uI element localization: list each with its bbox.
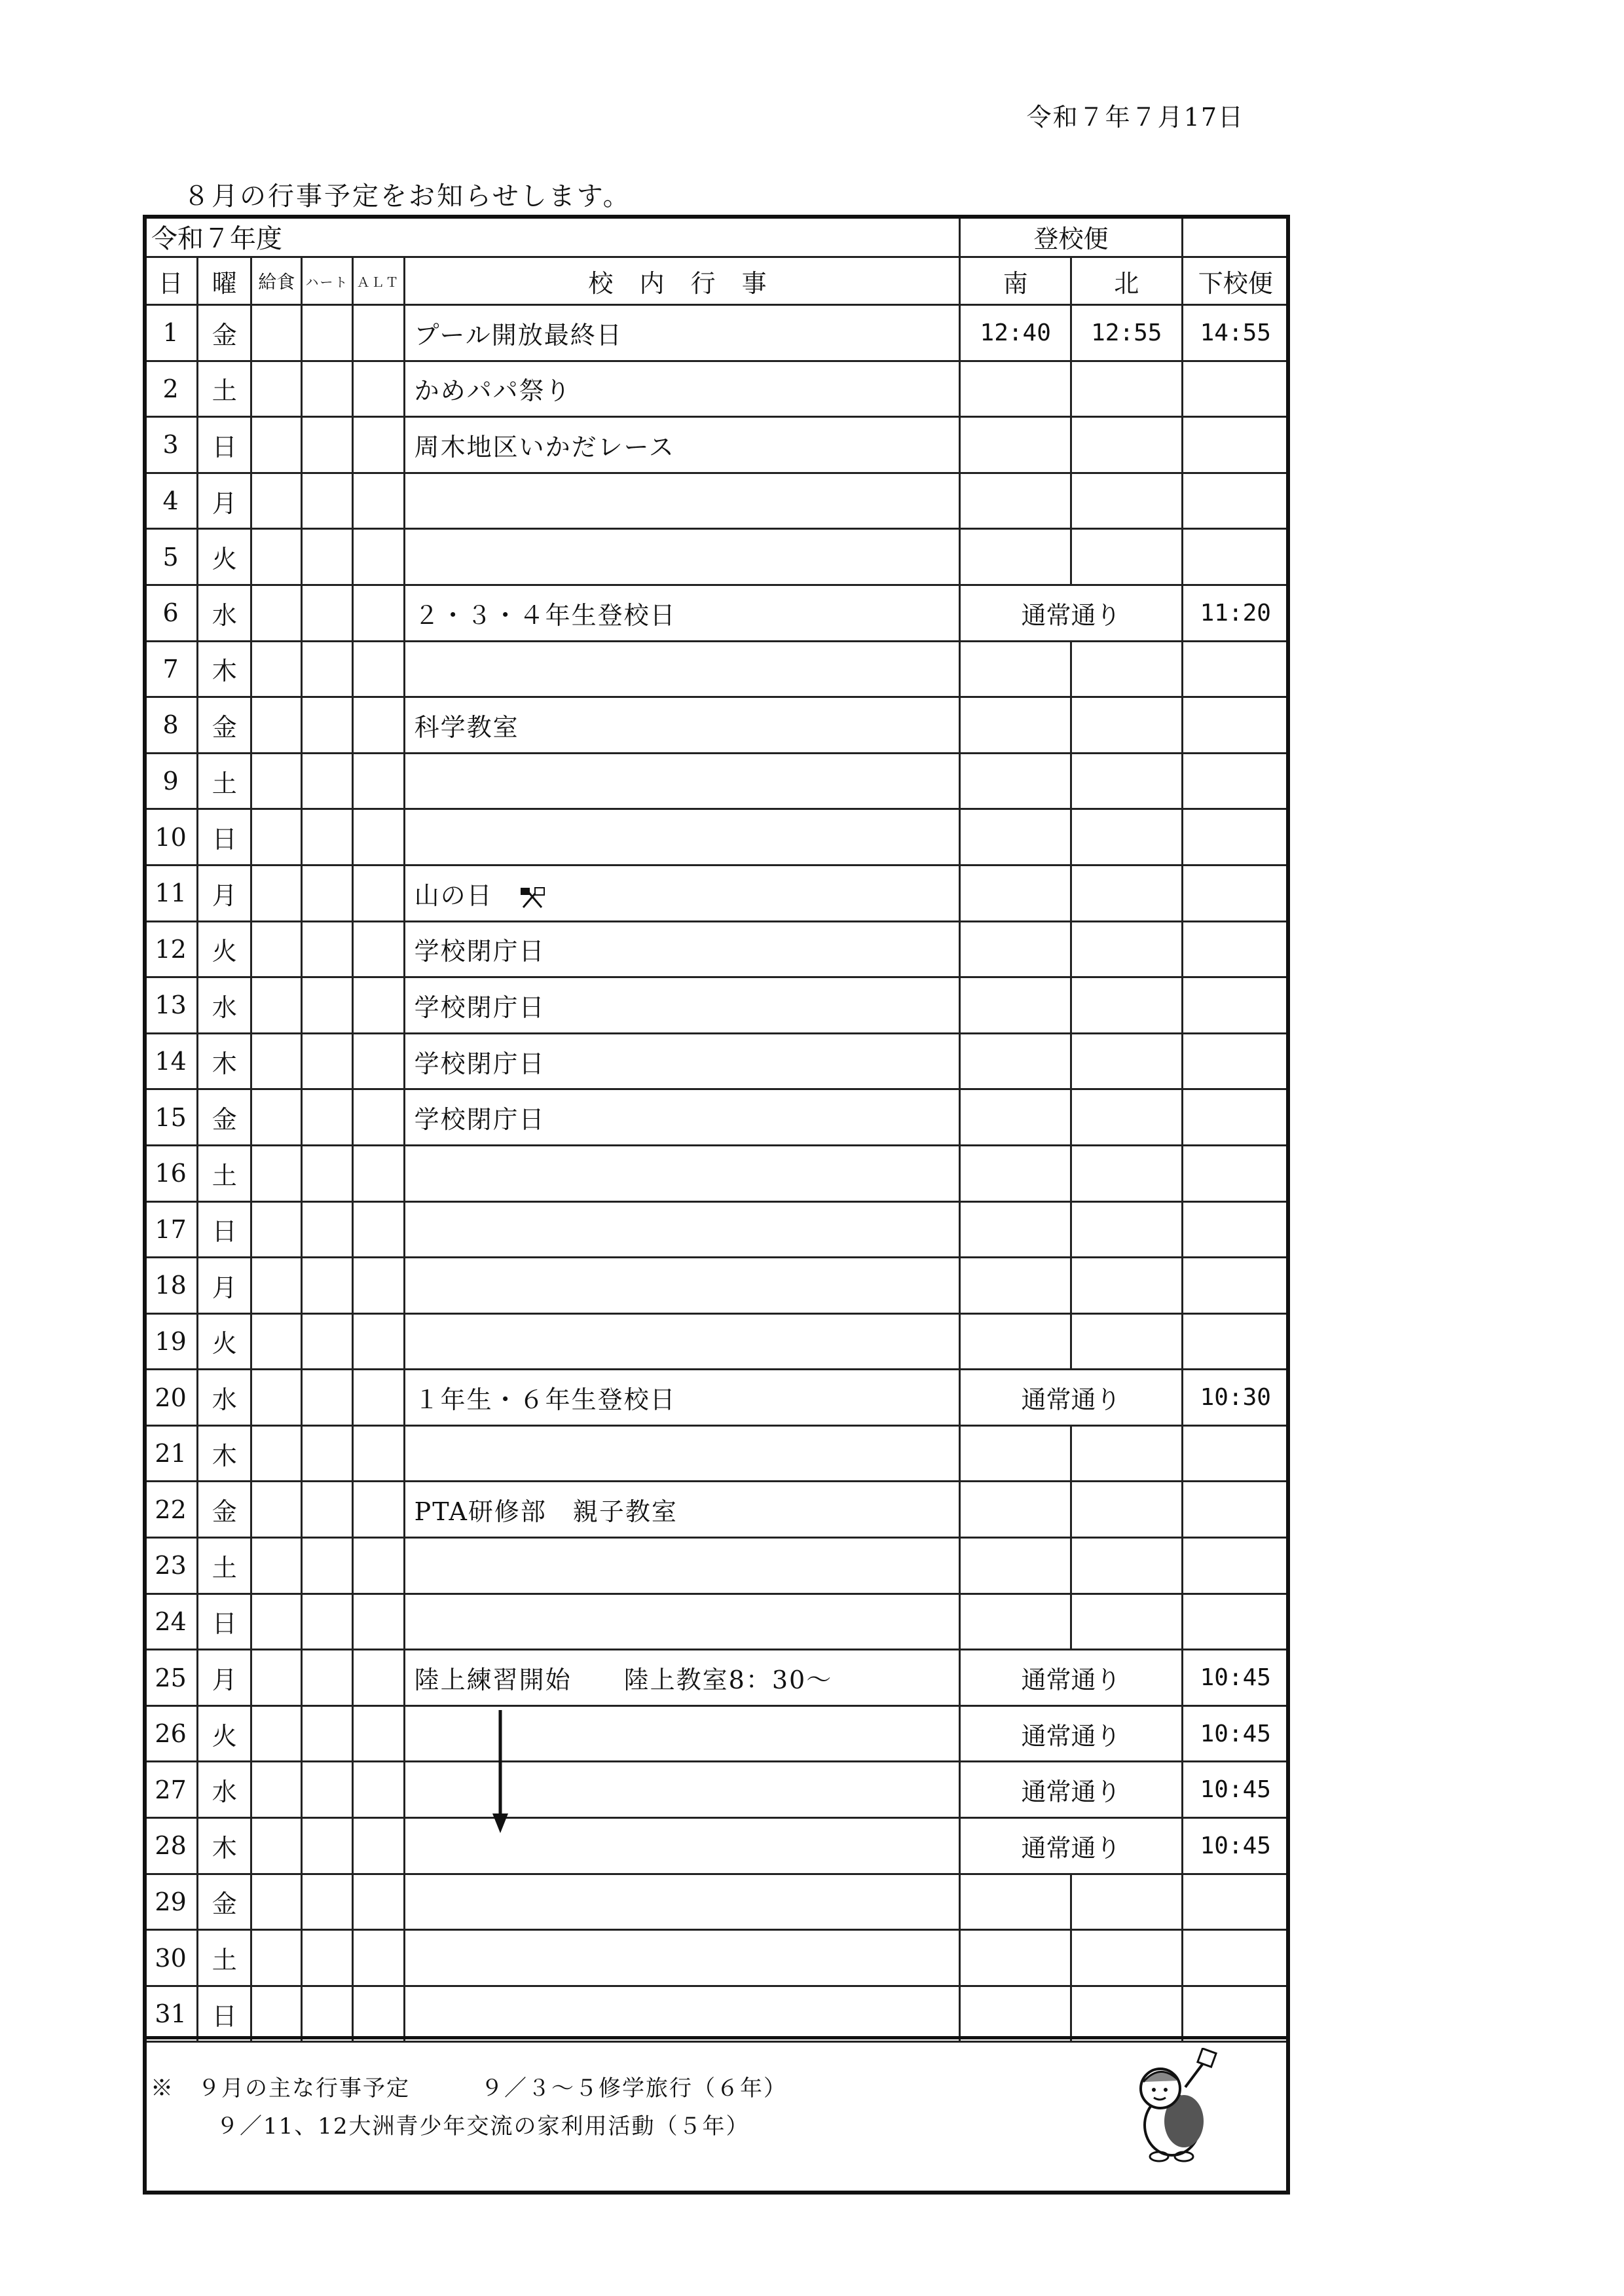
home-cell: 11:20 [1182, 585, 1289, 641]
event-text: 学校閉庁日 [414, 1049, 545, 1078]
day-cell: 20 [144, 1370, 198, 1426]
weekday-cell: 金 [198, 1089, 251, 1146]
notes-line-1: ※ ９月の主な行事予定 ９／３〜５修学旅行（６年） [151, 2075, 787, 2102]
col-events: 校 内 行 事 [404, 257, 960, 305]
day-cell: 30 [144, 1930, 198, 1986]
day-cell: 24 [144, 1594, 198, 1650]
weekday-cell: 土 [198, 753, 251, 809]
weekday-cell: 月 [198, 473, 251, 529]
weekday-cell: 水 [198, 1370, 251, 1426]
event-text: 学校閉庁日 [414, 993, 545, 1022]
notes-divider [144, 2036, 1290, 2039]
weekday-cell: 日 [198, 1594, 251, 1650]
col-south: 南 [960, 257, 1071, 305]
day-cell: 11 [144, 865, 198, 921]
weekday-cell: 土 [198, 1145, 251, 1201]
col-lunch: 給食 [251, 257, 302, 305]
weekday-cell: 金 [198, 697, 251, 754]
weekday-cell: 水 [198, 977, 251, 1034]
home-cell: 10:45 [1182, 1818, 1289, 1874]
col-alt: ＡＬＴ [352, 257, 404, 305]
day-cell: 31 [144, 1986, 198, 2042]
event-text: プール開放最終日 [414, 320, 623, 350]
weekday-cell: 火 [198, 1705, 251, 1762]
weekday-cell: 土 [198, 1538, 251, 1594]
to-school-combined-cell: 通常通り [960, 585, 1182, 641]
intro-text: ８月の行事予定をお知らせします。 [183, 181, 631, 211]
table-frame [143, 215, 1290, 2195]
day-cell: 16 [144, 1145, 198, 1201]
weekday-cell: 月 [198, 1258, 251, 1314]
day-cell: 3 [144, 417, 198, 473]
col-heart: ハート [302, 257, 352, 305]
day-cell: 5 [144, 529, 198, 585]
home-cell: 10:30 [1182, 1370, 1289, 1426]
weekday-cell: 火 [198, 1313, 251, 1370]
turtle-mascot-icon [1113, 2048, 1231, 2166]
home-cell: 10:45 [1182, 1650, 1289, 1706]
document-date: 令和７年７月17日 [1026, 103, 1244, 132]
weekday-cell: 金 [198, 1482, 251, 1538]
home-cell: 14:55 [1182, 305, 1289, 361]
weekday-cell: 日 [198, 809, 251, 866]
day-cell: 7 [144, 641, 198, 697]
to-school-header: 登校便 [960, 216, 1182, 257]
day-cell: 6 [144, 585, 198, 641]
day-cell: 2 [144, 361, 198, 417]
home-cell: 10:45 [1182, 1705, 1289, 1762]
weekday-cell: 月 [198, 865, 251, 921]
event-text: 学校閉庁日 [414, 1105, 545, 1135]
day-cell: 8 [144, 697, 198, 754]
weekday-cell: 木 [198, 1818, 251, 1874]
day-cell: 23 [144, 1538, 198, 1594]
event-text: １年生・６年生登校日 [414, 1385, 676, 1415]
weekday-cell: 木 [198, 1033, 251, 1089]
to-school-combined-cell: 通常通り [960, 1370, 1182, 1426]
event-text: 陸上練習開始 陸上教室8：30〜 [414, 1666, 833, 1695]
day-cell: 9 [144, 753, 198, 809]
day-cell: 13 [144, 977, 198, 1034]
event-text: 学校閉庁日 [414, 937, 545, 966]
day-cell: 17 [144, 1201, 198, 1258]
day-cell: 10 [144, 809, 198, 866]
south-cell: 12:40 [960, 305, 1071, 361]
day-cell: 27 [144, 1762, 198, 1818]
col-weekday: 曜 [198, 257, 251, 305]
day-cell: 29 [144, 1874, 198, 1930]
weekday-cell: 金 [198, 305, 251, 361]
weekday-cell: 木 [198, 1425, 251, 1482]
to-school-combined-cell: 通常通り [960, 1650, 1182, 1706]
day-cell: 22 [144, 1482, 198, 1538]
north-cell: 12:55 [1071, 305, 1183, 361]
weekday-cell: 日 [198, 1201, 251, 1258]
day-cell: 21 [144, 1425, 198, 1482]
col-home: 下校便 [1182, 257, 1289, 305]
event-text: 科学教室 [414, 712, 519, 742]
day-cell: 12 [144, 921, 198, 977]
day-cell: 1 [144, 305, 198, 361]
year-label: 令和７年度 [144, 216, 960, 257]
weekday-cell: 火 [198, 921, 251, 977]
day-cell: 18 [144, 1258, 198, 1314]
weekday-cell: 火 [198, 529, 251, 585]
home-cell: 10:45 [1182, 1762, 1289, 1818]
weekday-cell: 水 [198, 585, 251, 641]
weekday-cell: 土 [198, 361, 251, 417]
event-text: PTA研修部 親子教室 [414, 1497, 678, 1527]
weekday-cell: 金 [198, 1874, 251, 1930]
down-arrow-icon [492, 1710, 508, 1834]
weekday-cell: 水 [198, 1762, 251, 1818]
weekday-cell: 日 [198, 1986, 251, 2042]
to-school-combined-cell: 通常通り [960, 1818, 1182, 1874]
day-cell: 4 [144, 473, 198, 529]
to-school-combined-cell: 通常通り [960, 1762, 1182, 1818]
day-cell: 19 [144, 1313, 198, 1370]
weekday-cell: 月 [198, 1650, 251, 1706]
event-text: かめパパ祭り [414, 376, 572, 406]
event-text: 周木地区いかだレース [414, 432, 675, 462]
event-text: ２・３・４年生登校日 [414, 600, 676, 630]
day-cell: 15 [144, 1089, 198, 1146]
day-cell: 25 [144, 1650, 198, 1706]
col-day: 日 [144, 257, 198, 305]
day-cell: 28 [144, 1818, 198, 1874]
event-text: 山の日 [414, 881, 493, 910]
weekday-cell: 木 [198, 641, 251, 697]
day-cell: 14 [144, 1033, 198, 1089]
notes-line-2: ９／11、12大洲青少年交流の家利用活動（５年） [216, 2113, 750, 2140]
day-cell: 26 [144, 1705, 198, 1762]
weekday-cell: 日 [198, 417, 251, 473]
col-north: 北 [1071, 257, 1183, 305]
weekday-cell: 土 [198, 1930, 251, 1986]
to-school-combined-cell: 通常通り [960, 1705, 1182, 1762]
